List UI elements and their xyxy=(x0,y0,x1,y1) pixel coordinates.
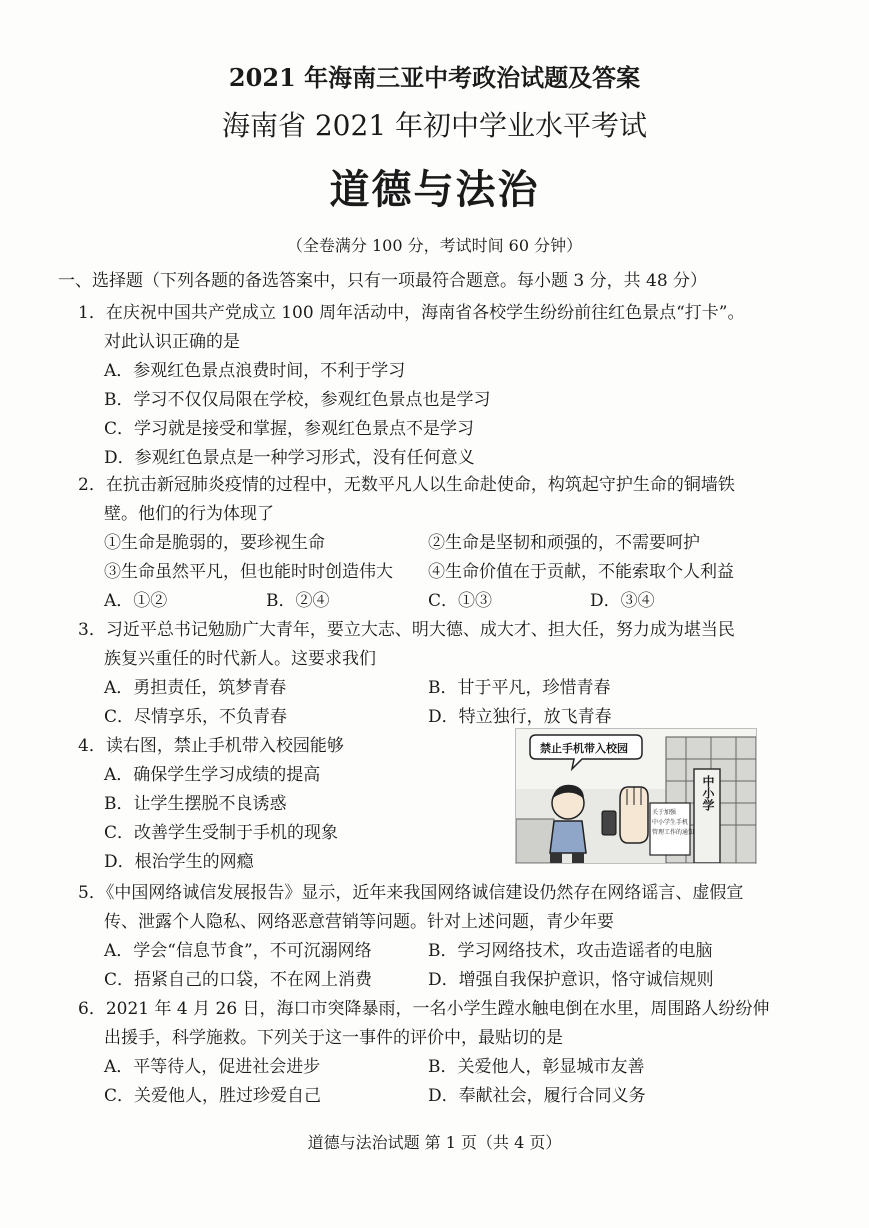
q5-option-d: D．增强自我保护意识，恪守诚信规则 xyxy=(428,970,714,990)
q4-doc-text-2: 中小学生手机 xyxy=(652,819,689,826)
q5-stem-line1: 5．《中国网络诚信发展报告》显示，近年来我国网络诚信建设仍然存在网络谣言、虚假宣 xyxy=(78,883,744,903)
q2-option-a: A．①② xyxy=(104,591,168,611)
exam-note: （全卷满分 100 分，考试时间 60 分钟） xyxy=(286,236,583,255)
q5-option-b: B．学习网络技术，攻击造谣者的电脑 xyxy=(428,941,713,961)
q6-stem-line1: 6．2021 年 4 月 26 日，海口市突降暴雨，一名小学生蹚水触电倒在水里，周围路人纷纷伸 xyxy=(78,999,770,1019)
q6-option-b: B．关爱他人，彰显城市友善 xyxy=(428,1057,645,1077)
q2-statement-1: ①生命是脆弱的，要珍视生命 xyxy=(104,533,325,553)
q3-option-b: B．甘于平凡，珍惜青春 xyxy=(428,678,611,698)
q3-option-a: A．勇担责任，筑梦青春 xyxy=(104,678,287,698)
q6-option-d: D．奉献社会，履行合同义务 xyxy=(428,1086,646,1106)
page-footer: 道德与法治试题 第 1 页（共 4 页） xyxy=(307,1133,562,1152)
q2-stem-line2: 壁。他们的行为体现了 xyxy=(104,504,274,524)
q4-cartoon-figure xyxy=(515,728,757,864)
exam-source-title: 2021 年海南三亚中考政治试题及答案 xyxy=(228,63,641,92)
q1-stem-line2: 对此认识正确的是 xyxy=(104,332,240,352)
q4-doc-text-3: 管理工作的通知 xyxy=(652,829,695,836)
q4-option-d: D．根治学生的网瘾 xyxy=(104,852,254,872)
q3-stem-line2: 族复兴重任的时代新人。这要求我们 xyxy=(104,649,376,669)
q2-option-c: C．①③ xyxy=(428,591,493,611)
q5-option-c: C．捂紧自己的口袋，不在网上消费 xyxy=(104,970,373,990)
q6-option-a: A．平等待人，促进社会进步 xyxy=(104,1057,321,1077)
section-heading: 一、选择题（下列各题的备选答案中，只有一项最符合题意。每小题 3 分，共 48 分） xyxy=(58,271,708,291)
subject-title: 道德与法治 xyxy=(329,166,540,213)
q5-option-a: A．学会“信息节食”，不可沉溺网络 xyxy=(104,941,372,961)
q2-statement-2: ②生命是坚韧和顽强的，不需要呵护 xyxy=(428,533,700,553)
q5-stem-line2: 传、泄露个人隐私、网络恶意营销等问题。针对上述问题，青少年要 xyxy=(104,912,614,932)
q4-option-c: C．改善学生受制于手机的现象 xyxy=(104,823,339,843)
q1-option-d: D．参观红色景点是一种学习形式，没有任何意义 xyxy=(104,448,475,468)
q1-option-a: A．参观红色景点浪费时间，不利于学习 xyxy=(104,361,406,381)
q2-statement-4: ④生命价值在于贡献，不能索取个人利益 xyxy=(428,562,734,582)
q2-option-b: B．②④ xyxy=(266,591,330,611)
exam-name: 海南省 2021 年初中学业水平考试 xyxy=(221,109,648,142)
q4-option-b: B．让学生摆脱不良诱惑 xyxy=(104,794,287,814)
q1-option-b: B．学习不仅仅局限在学校，参观红色景点也是学习 xyxy=(104,390,491,410)
q2-statement-3: ③生命虽然平凡，但也能时时创造伟大 xyxy=(104,562,393,582)
q6-option-c: C．关爱他人，胜过珍爱自己 xyxy=(104,1086,322,1106)
q3-stem-line1: 3．习近平总书记勉励广大青年，要立大志、明大德、成大才、担大任，努力成为堪当民 xyxy=(78,620,735,640)
q1-option-c: C．学习就是接受和掌握，参观红色景点不是学习 xyxy=(104,419,475,439)
q4-stem: 4．读右图，禁止手机带入校园能够 xyxy=(78,736,344,756)
q4-doc-text-1: 关于加强 xyxy=(652,809,677,816)
q4-option-a: A．确保学生学习成绩的提高 xyxy=(104,765,321,785)
q2-option-d: D．③④ xyxy=(590,591,655,611)
q3-option-d: D．特立独行，放飞青春 xyxy=(428,707,612,727)
q2-stem-line1: 2．在抗击新冠肺炎疫情的过程中，无数平凡人以生命赴使命，构筑起守护生命的铜墙铁 xyxy=(78,475,735,495)
q4-bubble-text: 禁止手机带入校园 xyxy=(540,742,628,755)
q4-school-sign: 中小学 xyxy=(701,775,715,811)
q1-stem-line1: 1．在庆祝中国共产党成立 100 周年活动中，海南省各校学生纷纷前往红色景点“打卡”。 xyxy=(78,303,745,323)
q3-option-c: C．尽情享乐，不负青春 xyxy=(104,707,288,727)
q6-stem-line2: 出援手，科学施救。下列关于这一事件的评价中，最贴切的是 xyxy=(104,1028,563,1048)
